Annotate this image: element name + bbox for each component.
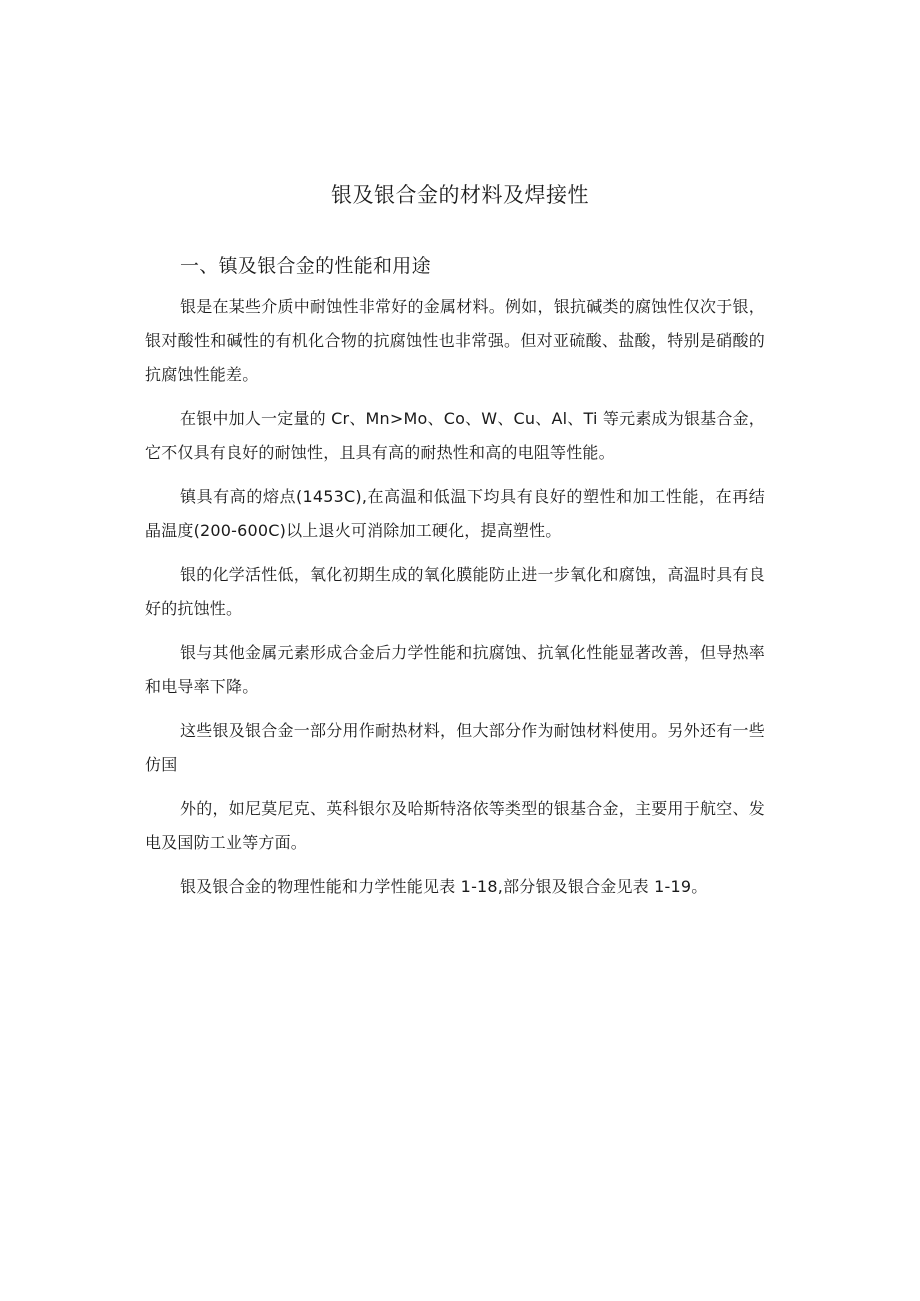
paragraph-6: 这些银及银合金一部分用作耐热材料，但大部分作为耐蚀材料使用。另外还有一些仿国	[145, 721, 765, 774]
paragraph-8: 银及银合金的物理性能和力学性能见表 1-18,部分银及银合金见表 1-19。	[180, 877, 708, 896]
paragraph-5: 银与其他金属元素形成合金后力学性能和抗腐蚀、抗氧化性能显著改善，但导热率和电导率下降。	[145, 643, 765, 696]
paragraph-3: 镇具有高的熔点(1453C),在高温和低温下均具有良好的塑性和加工性能，在再结晶温度(200-600C)以上退火可消除加工硬化，提高塑性。	[145, 487, 765, 540]
paragraph-2: 在银中加人一定量的 Cr、Mn>Mo、Co、W、Cu、Al、Ti 等元素成为银基合金，它不仅具有良好的耐蚀性，且具有高的耐热性和高的电阻等性能。	[145, 409, 765, 462]
paragraph-1: 银是在某些介质中耐蚀性非常好的金属材料。例如，银抗碱类的腐蚀性仅次于银，银对酸性和碱性的有机化合物的抗腐蚀性也非常强。但对亚硫酸、盐酸，特别是硝酸的抗腐蚀性能差。	[145, 297, 765, 384]
document-body	[145, 290, 765, 914]
paragraph-4: 银的化学活性低，氧化初期生成的氧化膜能防止进一步氧化和腐蚀，高温时具有良好的抗蚀性。	[145, 565, 765, 618]
document-title: 银及银合金的材料及焊接性	[331, 183, 589, 207]
paragraph-7: 外的，如尼莫尼克、英科银尔及哈斯特洛依等类型的银基合金，主要用于航空、发电及国防工业等方面。	[145, 799, 765, 852]
section-heading: 一、镇及银合金的性能和用途	[180, 255, 431, 277]
